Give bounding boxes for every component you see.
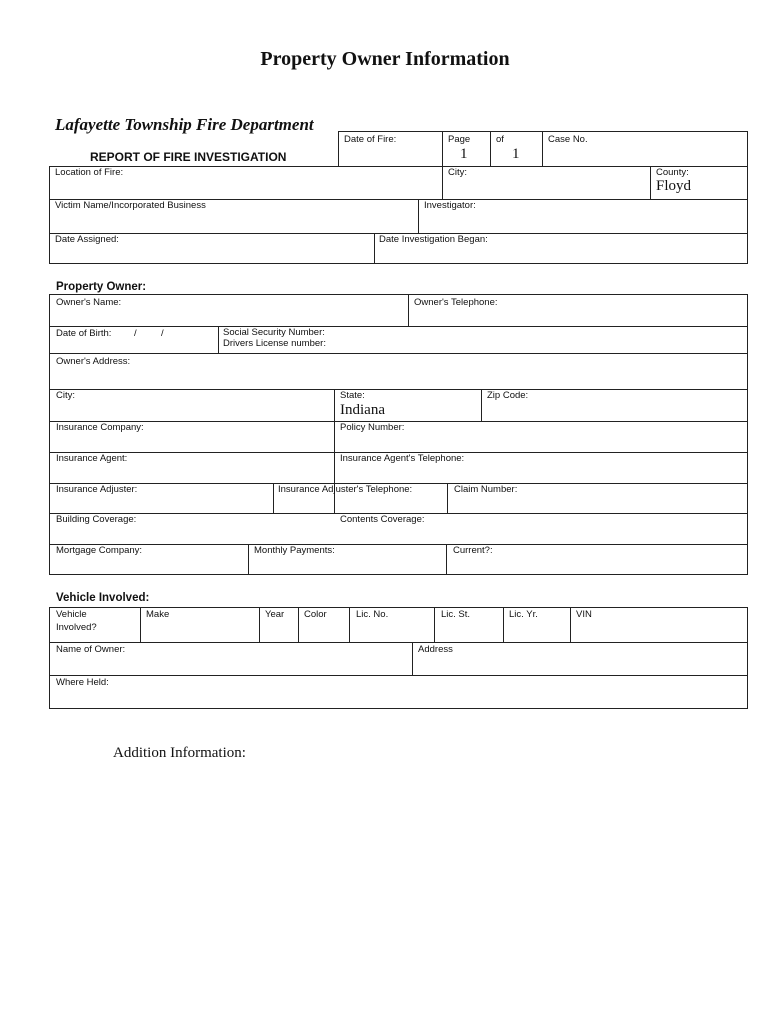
zip-label: Zip Code: [487, 390, 529, 401]
of-label: of [496, 134, 504, 145]
date-of-birth-field[interactable] [50, 326, 218, 353]
page-value: 1 [460, 146, 468, 162]
where-held-label: Where Held: [56, 677, 109, 688]
make-label: Make [146, 609, 170, 620]
victim-name-field[interactable] [49, 199, 418, 233]
make-field[interactable] [140, 608, 259, 642]
owner-city-label: City: [56, 390, 75, 401]
owner-city-field[interactable] [50, 389, 334, 421]
mortgage-label: Mortgage Company: [56, 545, 143, 556]
lic-yr-field[interactable] [503, 608, 570, 642]
vehicle-involved-field[interactable] [50, 608, 140, 642]
insurance-company-label: Insurance Company: [56, 422, 144, 433]
report-title: REPORT OF FIRE INVESTIGATION [90, 150, 287, 164]
additional-information-label: Addition Information: [113, 745, 246, 761]
adjuster-telephone-field[interactable] [273, 483, 447, 513]
location-of-fire-field[interactable] [49, 166, 442, 199]
zip-code-field[interactable] [481, 389, 747, 421]
lic-st-label: Lic. St. [441, 609, 471, 620]
victim-label: Victim Name/Incorporated Business [55, 200, 206, 211]
insurance-agent-field[interactable] [50, 452, 334, 483]
county-value: Floyd [656, 178, 692, 194]
insurance-company-field[interactable] [50, 421, 334, 452]
state-label: State: [340, 390, 365, 401]
owner-telephone-field[interactable] [408, 295, 747, 326]
lic-yr-label: Lic. Yr. [509, 609, 538, 620]
agent-label: Insurance Agent: [56, 453, 128, 464]
dob-label: Date of Birth: [56, 328, 112, 339]
date-began-label: Date Investigation Began: [379, 234, 488, 245]
date-of-fire-label: Date of Fire: [344, 134, 397, 145]
vin-label: VIN [576, 609, 592, 620]
building-coverage-label: Building Coverage: [56, 514, 137, 525]
county-field[interactable] [650, 166, 747, 199]
year-label: Year [265, 609, 285, 620]
owner-name-label: Owner's Name: [56, 297, 122, 308]
agent-phone-label: Insurance Agent's Telephone: [340, 453, 465, 464]
claim-number-field[interactable] [447, 483, 747, 513]
current-label: Current?: [453, 545, 493, 556]
owner-address-field[interactable] [50, 353, 747, 389]
vin-field[interactable] [570, 608, 747, 642]
investigator-label: Investigator: [424, 200, 476, 211]
dob-separator: / [134, 328, 137, 339]
vehicle-involved-label: Involved? [56, 622, 97, 633]
state-field[interactable] [334, 389, 481, 421]
dl-label: Drivers License number: [223, 338, 326, 349]
owner-name-field[interactable] [50, 295, 408, 326]
location-label: Location of Fire: [55, 167, 124, 178]
state-value: Indiana [340, 402, 385, 418]
date-investigation-began-field[interactable] [374, 233, 747, 263]
ssn-dl-field[interactable] [218, 326, 747, 353]
page-field[interactable] [442, 131, 490, 167]
year-field[interactable] [259, 608, 298, 642]
investigator-field[interactable] [418, 199, 747, 233]
policy-number-field[interactable] [334, 421, 747, 452]
page-of-field[interactable] [490, 131, 542, 167]
vehicle-heading: Vehicle Involved: [56, 592, 150, 604]
case-no-label: Case No. [548, 134, 588, 145]
date-assigned-field[interactable] [49, 233, 374, 263]
policy-label: Policy Number: [340, 422, 405, 433]
lic-no-label: Lic. No. [356, 609, 389, 620]
fire-city-field[interactable] [442, 166, 650, 199]
agent-telephone-field[interactable] [334, 452, 747, 483]
ssn-label: Social Security Number: [223, 327, 325, 338]
vehicle-address-field[interactable] [412, 642, 747, 675]
adjuster-phone-label: Insurance Adjuster's Telephone: [278, 484, 413, 495]
vehicle-owner-field[interactable] [50, 642, 412, 675]
where-held-field[interactable] [50, 675, 747, 708]
vehicle-owner-label: Name of Owner: [56, 644, 126, 655]
county-label: County: [656, 167, 689, 178]
page-label: Page [448, 134, 471, 145]
contents-coverage-label: Contents Coverage: [340, 514, 425, 525]
fire-city-label: City: [448, 167, 467, 178]
mortgage-company-field[interactable] [50, 544, 248, 574]
date-of-fire-field[interactable] [338, 131, 442, 167]
building-coverage-field[interactable] [50, 513, 334, 544]
vehicle-address-label: Address [418, 644, 453, 655]
owner-address-label: Owner's Address: [56, 356, 131, 367]
case-no-field[interactable] [542, 131, 747, 167]
lic-no-field[interactable] [349, 608, 434, 642]
monthly-label: Monthly Payments: [254, 545, 335, 556]
department-name: Lafayette Township Fire Department [55, 115, 314, 134]
of-value: 1 [512, 146, 520, 162]
property-owner-table [49, 294, 748, 575]
color-field[interactable] [298, 608, 349, 642]
property-owner-heading: Property Owner: [56, 281, 147, 293]
page-title: Property Owner Information [260, 48, 510, 70]
claim-label: Claim Number: [454, 484, 518, 495]
vehicle-involved-label: Vehicle [56, 609, 87, 620]
vehicle-table [49, 607, 748, 709]
lic-st-field[interactable] [434, 608, 503, 642]
adjuster-label: Insurance Adjuster: [56, 484, 138, 495]
color-label: Color [304, 609, 327, 620]
owner-telephone-label: Owner's Telephone: [414, 297, 498, 308]
current-field[interactable] [446, 544, 747, 574]
date-assigned-label: Date Assigned: [55, 234, 119, 245]
insurance-adjuster-field[interactable] [50, 483, 273, 513]
dob-separator: / [161, 328, 164, 339]
monthly-payments-field[interactable] [248, 544, 446, 574]
contents-coverage-field[interactable] [334, 513, 747, 544]
